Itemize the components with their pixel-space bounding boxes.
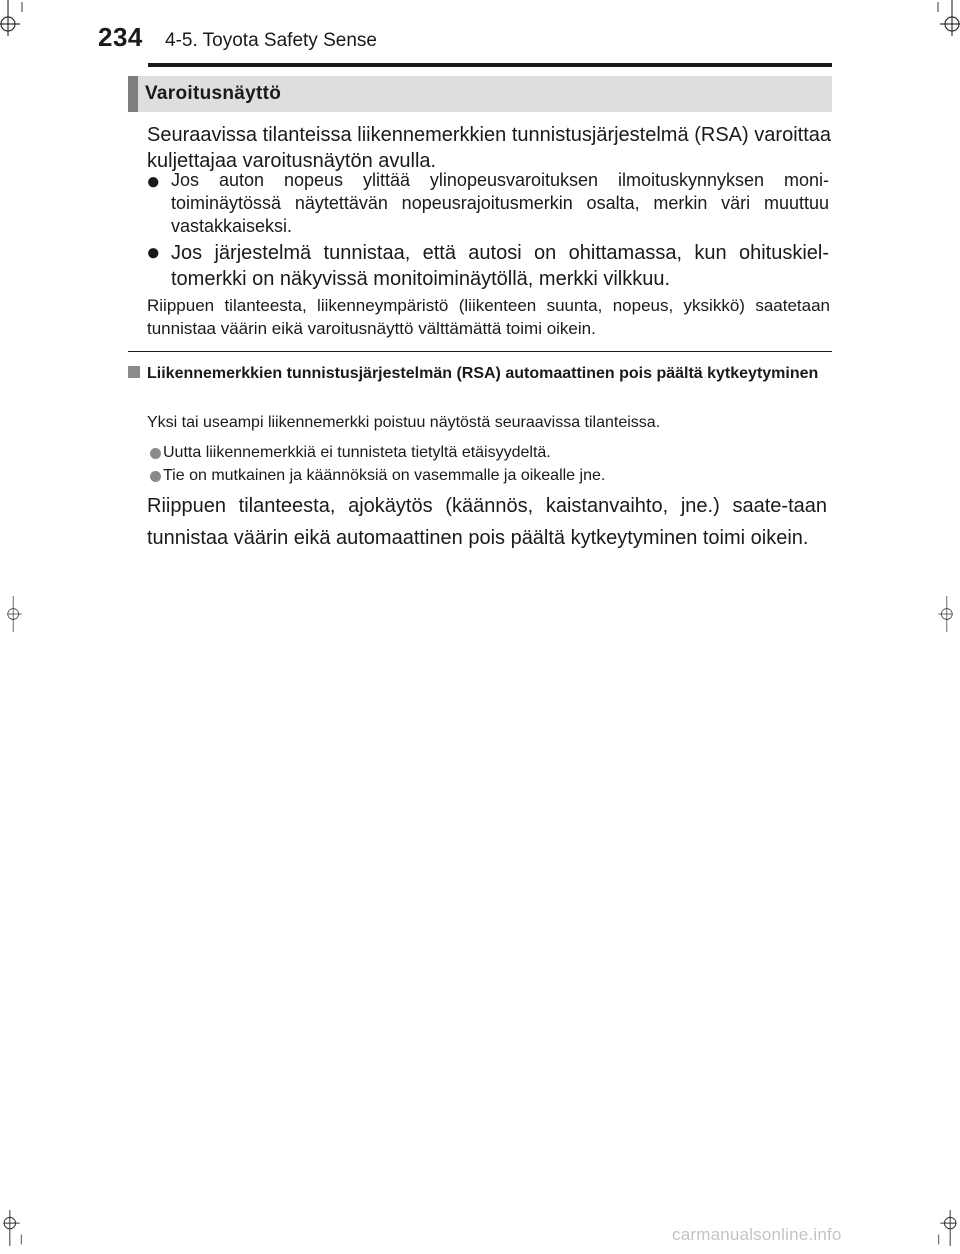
bullet-item: Jos auton nopeus ylittää ylinopeusvaroituksen ilmoituskynnyksen moni-toiminäytössä näytettävän nopeusrajoitusmerkin osalta, merkin väri muuttuu vastakkaiseksi.	[171, 170, 829, 236]
subsection-title: Liikennemerkkien tunnistusjärjestelmän (RSA) automaattinen pois päältä kytkeytyminen	[147, 365, 819, 382]
subsection-item: Tie on mutkainen ja käännöksiä on vasemmalle ja oikealle jne.	[163, 467, 606, 484]
subsection-item: Uutta liikennemerkkiä ei tunnisteta tietyltä etäisyydeltä.	[163, 444, 551, 461]
divider	[128, 351, 832, 352]
bullet-dot: ●	[146, 239, 161, 266]
registration-mark-icon	[924, 596, 960, 632]
subsection-intro: Yksi tai useampi liikennemerkki poistuu näytöstä seuraavissa tilanteissa.	[147, 414, 661, 431]
note-paragraph: Riippuen tilanteesta, liikenneympäristö (liikenteen suunta, nopeus, yksikkö) saatetaan tunnistaa väärin eikä varoitusnäyttö välttämättä toimi oikein.	[147, 296, 830, 338]
heading-accent	[128, 76, 138, 112]
section-title: 4-5. Toyota Safety Sense	[165, 30, 377, 51]
registration-mark-icon	[0, 0, 36, 36]
bullet-dot: ●	[146, 168, 161, 195]
registration-mark-icon	[924, 0, 960, 36]
registration-mark-icon	[0, 596, 36, 632]
section-heading: Varoitusnäyttö	[145, 83, 282, 104]
page-number: 234	[98, 22, 143, 52]
registration-mark-icon	[924, 1210, 960, 1246]
bullet-item: Jos järjestelmä tunnistaa, että autosi on ohittamassa, kun ohituskiel-tomerkki on näkyvissä monitoiminäytöllä, merkki vilkkuu.	[171, 242, 829, 290]
round-bullet-icon	[150, 471, 161, 482]
square-bullet-icon	[128, 366, 140, 378]
intro-paragraph: Seuraavissa tilanteissa liikennemerkkien tunnistusjärjestelmä (RSA) varoittaa kuljettajaa varoitusnäytön avulla.	[147, 124, 831, 172]
round-bullet-icon	[150, 448, 161, 459]
registration-mark-icon	[0, 1210, 36, 1246]
closing-paragraph: Riippuen tilanteesta, ajokäytös (käännös, kaistanvaihto, jne.) saate-taan tunnistaa väärin eikä automaattinen pois päältä kytkeytyminen toimi oikein.	[147, 495, 827, 549]
watermark: carmanualsonline.info	[672, 1225, 842, 1244]
header-rule	[148, 63, 832, 67]
section-heading-bar	[128, 76, 832, 112]
